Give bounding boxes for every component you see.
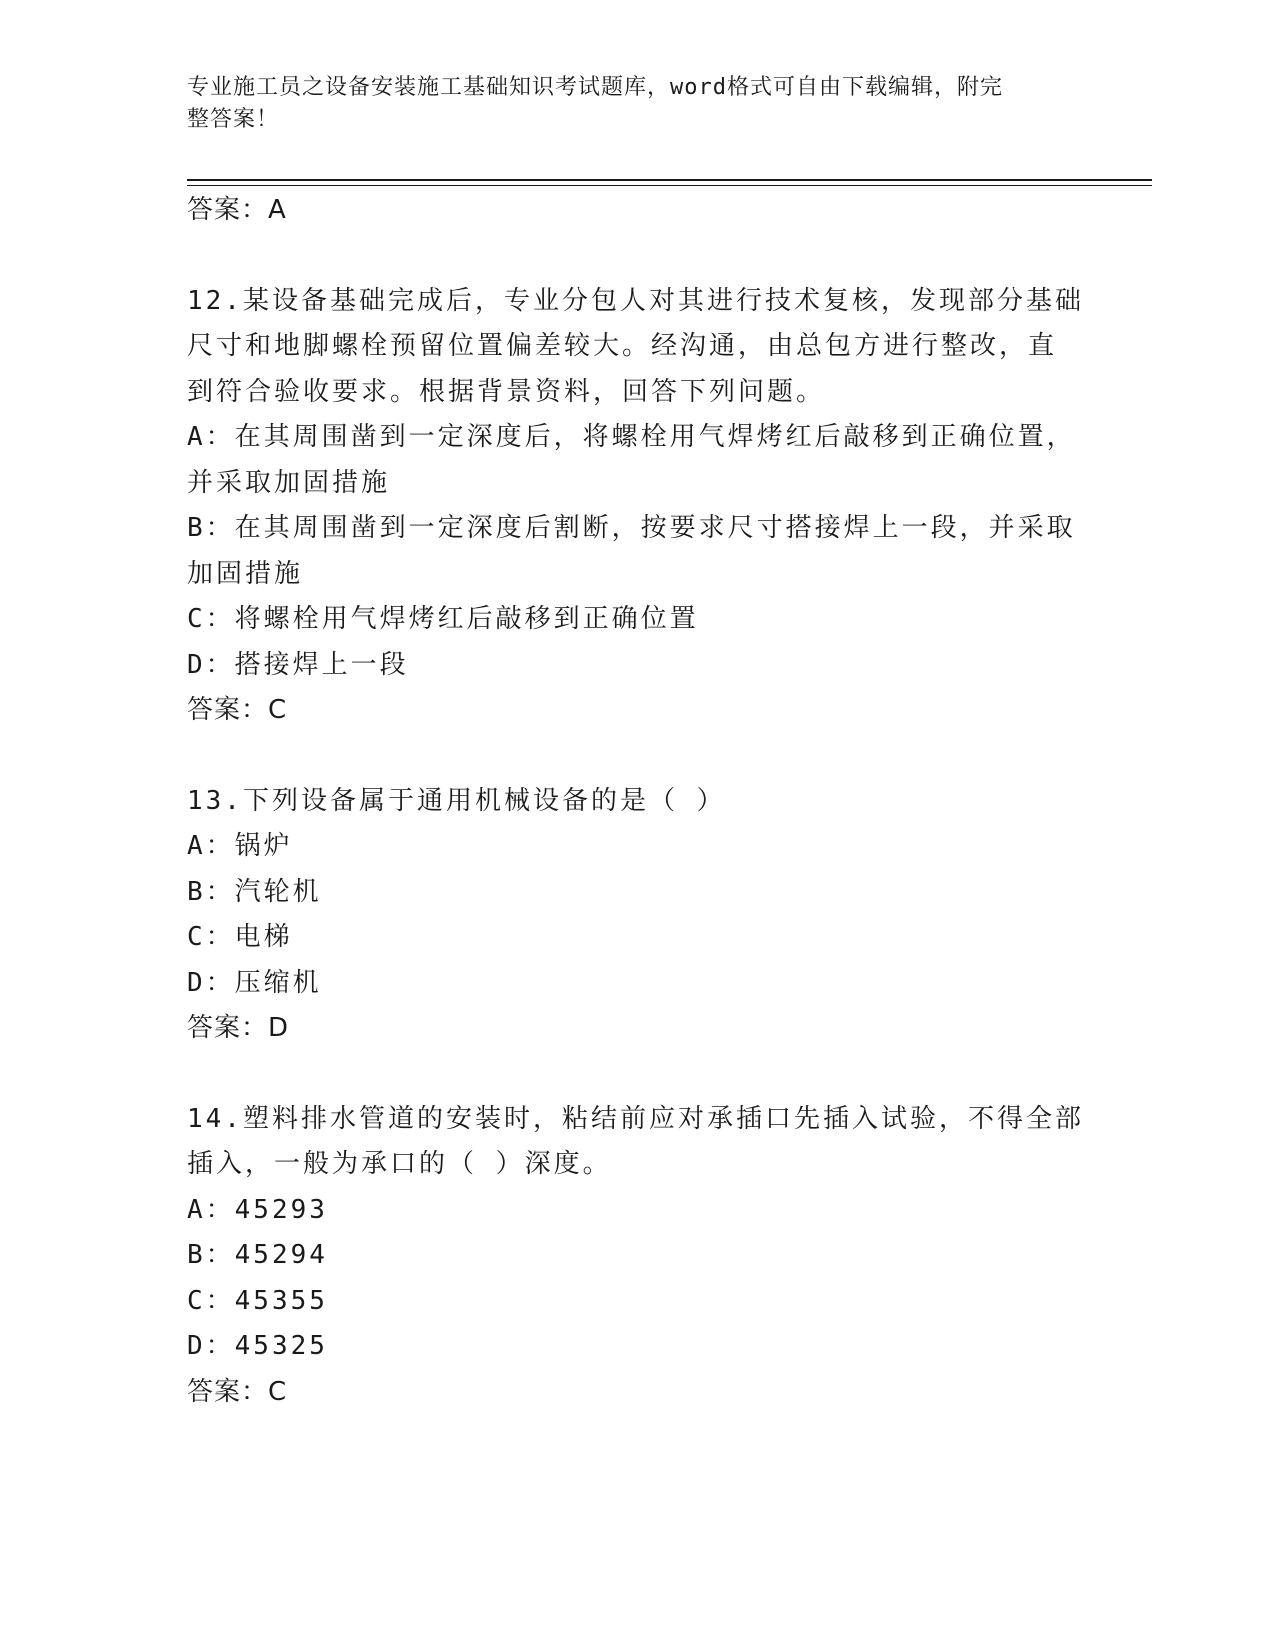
q13-option-b: B：汽轮机: [187, 876, 322, 907]
q12-option-a-2: 并采取加固措施: [187, 467, 391, 498]
q13-answer: 答案：D: [187, 1013, 290, 1043]
q12-option-c: C：将螺栓用气焊烤红后敲移到正确位置: [187, 604, 699, 634]
q14-stem-1: 14.塑料排水管道的安装时，粘结前应对承插口先插入试验，不得全部: [187, 1103, 1084, 1134]
q12-stem-2: 尺寸和地脚螺栓预留位置偏差较大。经沟通，由总包方进行整改，直: [187, 331, 1058, 361]
q12-stem-1: 12.某设备基础完成后，专业分包人对其进行技术复核，发现部分基础: [187, 285, 1084, 316]
answer-prev: 答案：A: [187, 195, 287, 225]
question-14: [187, 1097, 1087, 1416]
q14-option-d: D：45325: [187, 1331, 328, 1361]
q14-stem-2: 插入，一般为承口的（ ）深度。: [187, 1149, 612, 1179]
q12-option-a-1: A：在其周围凿到一定深度后，将螺栓用气焊烤红后敲移到正确位置，: [187, 422, 1076, 452]
header-rule-thick: [187, 179, 1152, 181]
q13-option-a: A：锅炉: [187, 831, 293, 861]
q14-answer: 答案：C: [187, 1376, 288, 1407]
q12-option-b-2: 加固措施: [187, 558, 304, 589]
q13-stem: 13.下列设备属于通用机械设备的是（ ）: [187, 785, 726, 816]
page-header: [187, 72, 1067, 136]
q14-option-b: B：45294: [187, 1240, 328, 1270]
q12-option-b-1: B：在其周围凿到一定深度后割断，按要求尺寸搭接焊上一段，并采取: [187, 513, 1076, 543]
q12-stem-3: 到符合验收要求。根据背景资料，回答下列问题。: [187, 376, 826, 407]
header-rule-thin: [187, 185, 1152, 186]
q12-answer: 答案：C: [187, 695, 288, 725]
question-13: [187, 779, 1087, 1052]
question-12: [187, 279, 1087, 734]
q13-option-c: C：电梯: [187, 922, 293, 952]
document-body: [187, 188, 1087, 1415]
header-line-1: 专业施工员之设备安装施工基础知识考试题库，word格式可自由下载编辑，附完: [187, 75, 1003, 100]
header-line-2: 整答案！: [187, 107, 280, 132]
q14-option-a: A：45293: [187, 1194, 328, 1225]
q14-option-c: C：45355: [187, 1285, 328, 1316]
q12-option-d: D：搭接焊上一段: [187, 649, 409, 680]
q13-option-d: D：压缩机: [187, 967, 322, 998]
